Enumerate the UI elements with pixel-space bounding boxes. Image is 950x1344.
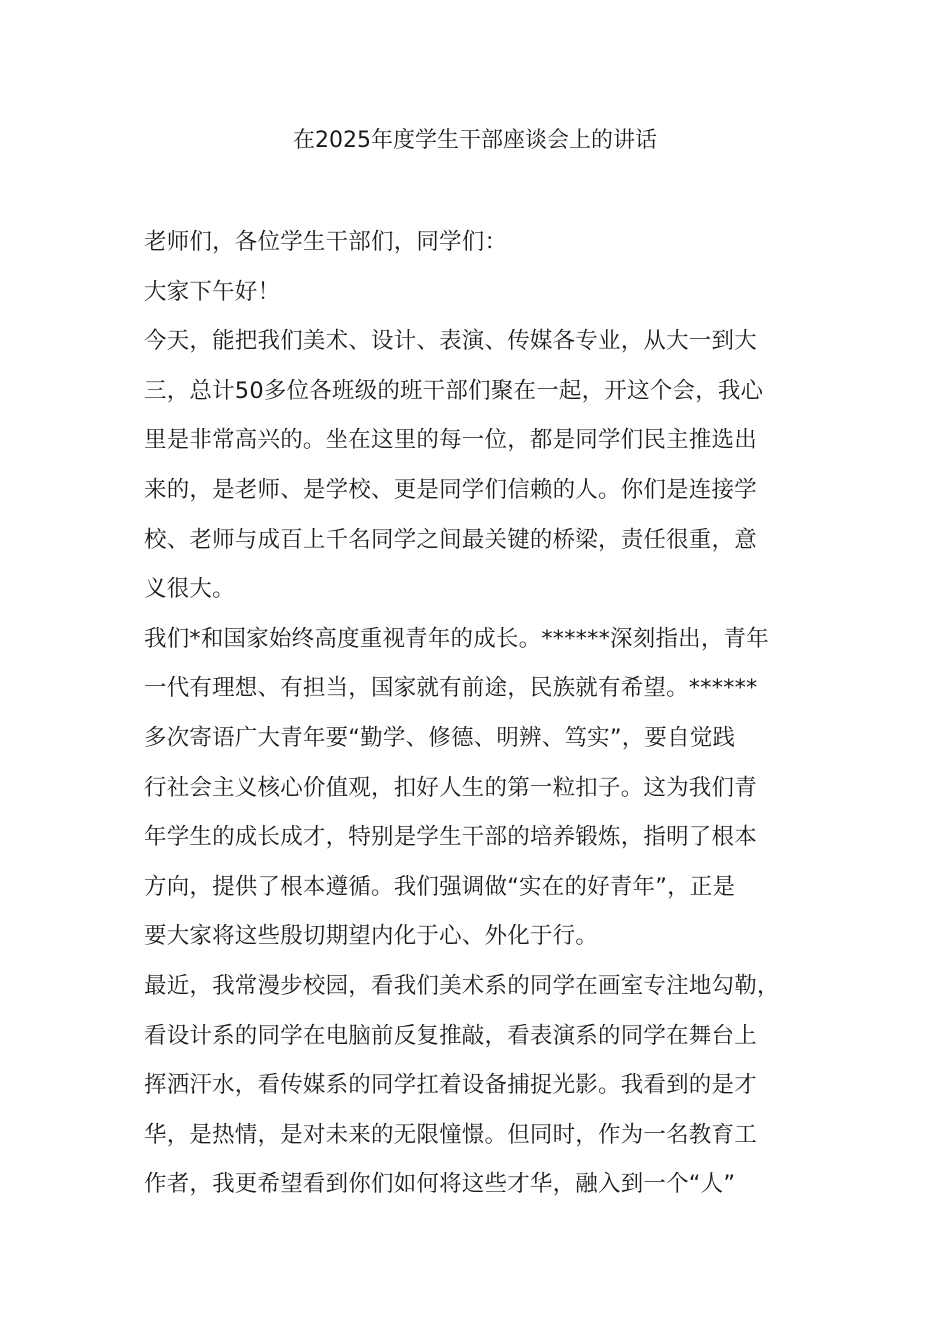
body-line: 来的，是老师、是学校、更是同学们信赖的人。你们是连接学	[144, 476, 757, 503]
body-line: 挥洒汗水，看传媒系的同学扛着设备捕捉光影。我看到的是才	[144, 1072, 757, 1099]
body-line: 行社会主义核心价值观，扣好人生的第一粒扣子。这为我们青	[144, 774, 757, 801]
body-line: 三，总计50多位各班级的班干部们聚在一起，开这个会，我心	[144, 377, 764, 404]
body-line: 最近，我常漫步校园，看我们美术系的同学在画室专注地勾勒，	[144, 972, 780, 999]
body-line: 要大家将这些殷切期望内化于心、外化于行。	[144, 923, 599, 950]
body-line: 校、老师与成百上千名同学之间最关键的桥梁，责任很重，意	[144, 526, 757, 553]
document-title: 在2025年度学生干部座谈会上的讲话	[293, 128, 657, 153]
document-body	[144, 222, 809, 1214]
body-line: 方向，提供了根本遵循。我们强调做“实在的好青年”，正是	[144, 873, 736, 900]
body-line: 华，是热情，是对未来的无限憧憬。但同时，作为一名教育工	[144, 1121, 757, 1148]
body-line: 里是非常高兴的。坐在这里的每一位，都是同学们民主推选出	[144, 427, 757, 454]
body-line: 我们*和国家始终高度重视青年的成长。******深刻指出，青年	[144, 625, 769, 652]
body-line: 看设计系的同学在电脑前反复推敲，看表演系的同学在舞台上	[144, 1022, 757, 1049]
body-line: 老师们，各位学生干部们，同学们：	[144, 229, 508, 255]
body-line: 多次寄语广大青年要“勤学、修德、明辨、笃实”，要自觉践	[144, 724, 736, 751]
body-line: 作者，我更希望看到你们如何将这些才华，融入到一个“人”	[144, 1171, 736, 1198]
body-line: 义很大。	[144, 576, 235, 603]
body-line: 今天，能把我们美术、设计、表演、传媒各专业，从大一到大	[144, 328, 757, 355]
body-line: 一代有理想、有担当，国家就有前途，民族就有希望。******	[144, 675, 758, 702]
body-line: 年学生的成长成才，特别是学生干部的培养锻炼，指明了根本	[144, 824, 757, 851]
body-line: 大家下午好！	[144, 278, 281, 305]
